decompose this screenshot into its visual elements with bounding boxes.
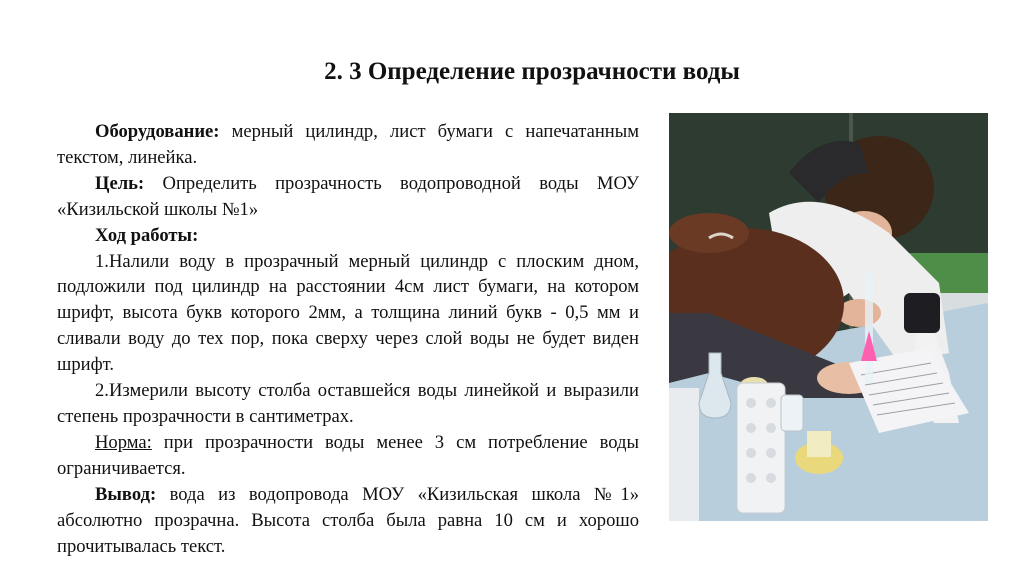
equipment-paragraph xyxy=(57,119,639,171)
lab-photo-illustration xyxy=(669,113,988,521)
procedure-heading xyxy=(57,223,639,249)
body-text xyxy=(57,119,639,559)
norm-label: Норма: xyxy=(95,431,152,453)
goal-text: Определить прозрачность водопроводной воды МОУ «Кизильской школы №1» xyxy=(57,172,639,220)
boy-watch-band xyxy=(904,293,940,333)
norm-text: при прозрачности воды менее 3 см потребление воды ограничивается. xyxy=(57,431,639,479)
norm-paragraph xyxy=(57,430,639,482)
sink-edge xyxy=(669,388,699,521)
test-tube-rack xyxy=(737,383,785,513)
goal-label: Цель: xyxy=(95,172,145,194)
step1-paragraph: 1.Налили воду в прозрачный мерный цилиндр с плоским дном, подложили под цилиндр на расстоянии 4см лист бумаги, на котором шрифт, высота букв которого 2мм, а толщина линий букв - 0,5 мм и сливали воду до тех пор, пока сверху через слой воды не будет виден шрифт. xyxy=(57,250,639,376)
conclusion-text: вода из водопровода МОУ «Кизильская школа №1» абсолютно прозрачна. Высота столба была равна 10 см и хорошо прочитывалась текст. xyxy=(57,483,639,557)
yellow-stand-top xyxy=(807,431,831,457)
equipment-text: мерный цилиндр, лист бумаги с напечатанным текстом, линейка. xyxy=(57,121,639,168)
slide-title: 2. 3 Определение прозрачности воды xyxy=(324,58,740,85)
girl-bun xyxy=(669,213,749,253)
conclusion-label: Вывод: xyxy=(95,483,157,505)
procedure-label: Ход работы: xyxy=(95,224,199,246)
goal-paragraph xyxy=(57,171,639,223)
lab-photo xyxy=(669,113,988,521)
beaker xyxy=(781,395,803,431)
equipment-label: Оборудование: xyxy=(95,121,220,142)
step2-paragraph: 2.Измерили высоту столба оставшейся воды линейкой и выразили степень прозрачности в сантиметрах. xyxy=(57,380,639,427)
conclusion-paragraph xyxy=(57,482,639,560)
measuring-cylinder xyxy=(865,273,873,383)
